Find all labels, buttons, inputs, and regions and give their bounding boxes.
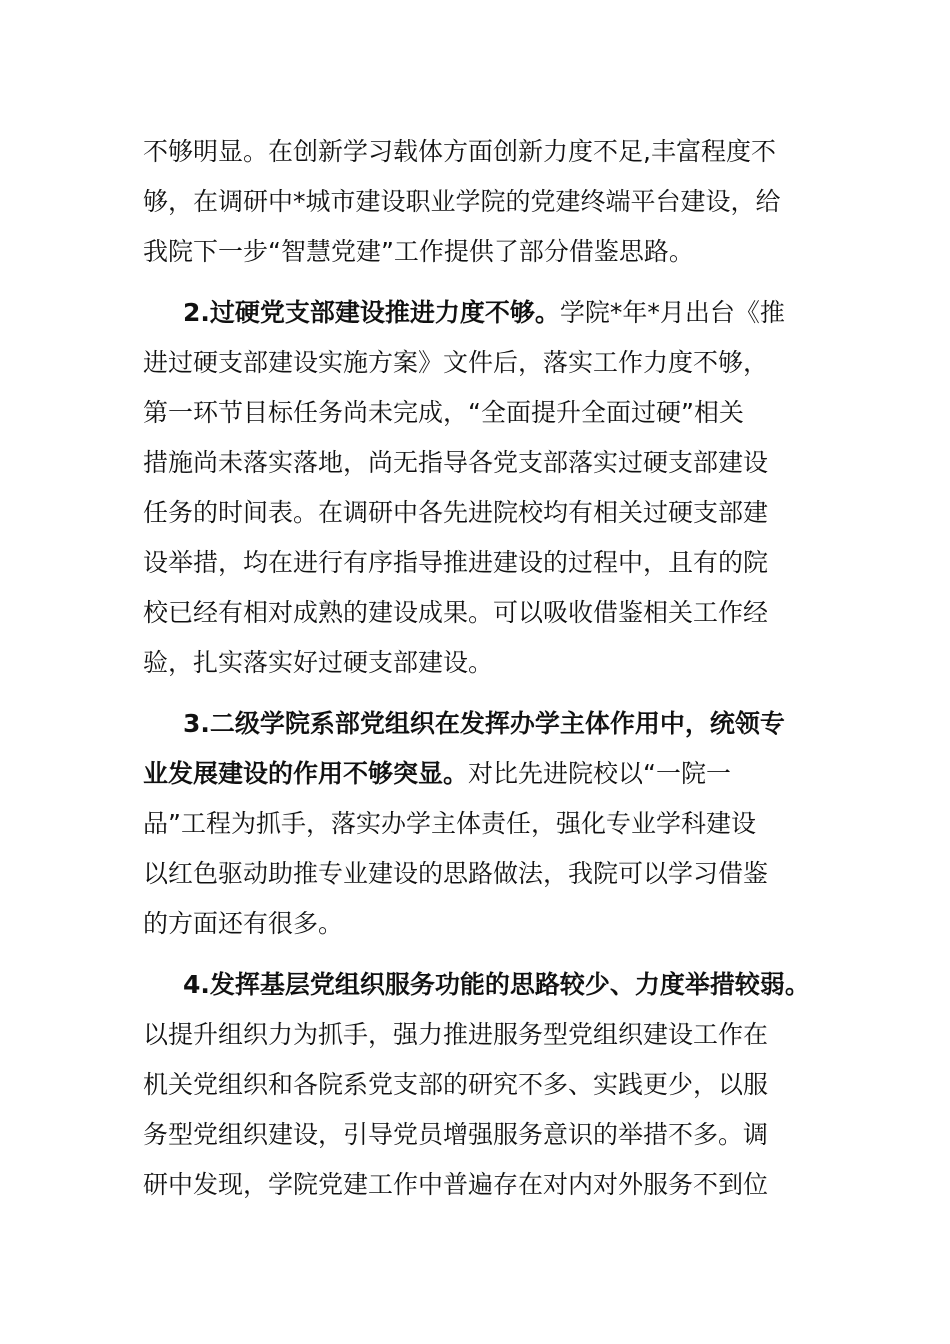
paragraph-2-text-start: 学院*年*月出台《推: [559, 298, 785, 327]
paragraph-2-line-8: 验，扎实落实好过硬支部建设。: [143, 648, 494, 677]
paragraph-3-text-start: 对比先进院校以“一院一: [468, 759, 731, 788]
paragraph-2-line-3: 第一环节目标任务尚未完成，“全面提升全面过硬”相关: [143, 398, 744, 427]
paragraph-2-line-4: 措施尚未落实落地，尚无指导各党支部落实过硬支部建设: [143, 448, 769, 477]
paragraph-3-line-3: 品”工程为抓手，落实办学主体责任，强化专业学科建设: [143, 809, 756, 838]
paragraph-4-line-4: 务型党组织建设，引导党员增强服务意识的举措不多。调: [143, 1120, 769, 1149]
paragraph-2-line-6: 设举措，均在进行有序指导推进建设的过程中，且有的院: [143, 548, 769, 577]
paragraph-1-line-1: 不够明显。在创新学习载体方面创新力度不足,丰富程度不: [143, 137, 776, 166]
paragraph-4-line-3: 机关党组织和各院系党支部的研究不多、实践更少，以服: [143, 1070, 769, 1099]
section-4-heading: 4.发挥基层党组织服务功能的思路较少、力度举措较弱。: [183, 970, 810, 999]
paragraph-2-line-1: [183, 296, 785, 330]
section-3-heading-end: 业发展建设的作用不够突显。: [143, 759, 469, 788]
paragraph-2-line-5: 任务的时间表。在调研中各先进院校均有相关过硬支部建: [143, 498, 769, 527]
section-2-heading: 2.过硬党支部建设推进力度不够。: [183, 298, 560, 327]
paragraph-2-line-2: 进过硬支部建设实施方案》文件后，落实工作力度不够，: [143, 348, 769, 377]
paragraph-3-line-2: [143, 757, 731, 791]
paragraph-4-line-5: 研中发现，学院党建工作中普遍存在对内对外服务不到位: [143, 1170, 769, 1199]
paragraph-1-line-3: 我院下一步“智慧党建”工作提供了部分借鉴思路。: [143, 237, 694, 266]
paragraph-3-line-4: 以红色驱动助推专业建设的思路做法，我院可以学习借鉴: [143, 859, 769, 888]
paragraph-4-line-2: 以提升组织力为抓手，强力推进服务型党组织建设工作在: [143, 1020, 769, 1049]
paragraph-1-line-2: 够，在调研中*城市建设职业学院的党建终端平台建设，给: [143, 187, 781, 216]
paragraph-3-line-1: 3.二级学院系部党组织在发挥办学主体作用中，统领专: [183, 709, 785, 738]
paragraph-3-line-5: 的方面还有很多。: [143, 909, 344, 938]
paragraph-2-line-7: 校已经有相对成熟的建设成果。可以吸收借鉴相关工作经: [143, 598, 769, 627]
